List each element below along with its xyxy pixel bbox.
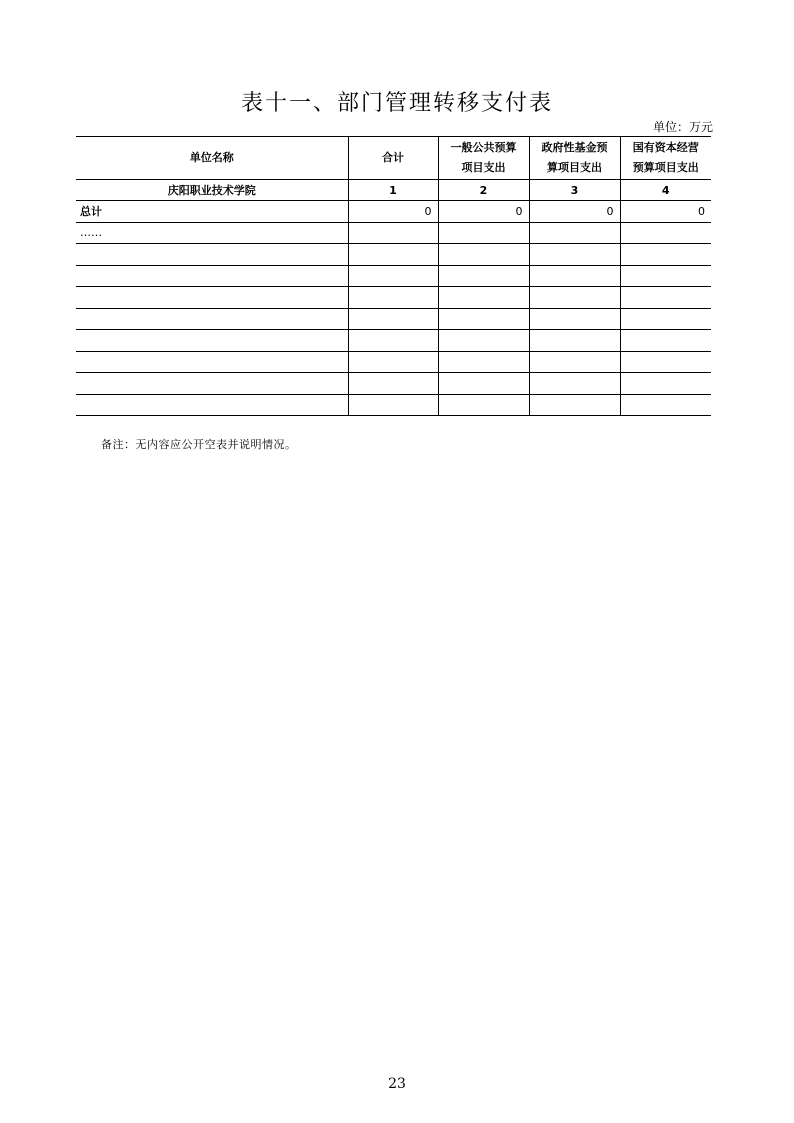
footnote: 备注：无内容应公开空表并说明情况。 xyxy=(101,438,297,451)
table-cell xyxy=(620,394,711,416)
unit-label: 单位：万元 xyxy=(652,120,713,134)
table-cell xyxy=(529,351,620,373)
table-cell xyxy=(76,287,348,309)
table-cell xyxy=(76,351,348,373)
table-cell xyxy=(620,330,711,352)
table-cell xyxy=(438,222,529,244)
page-number: 23 xyxy=(388,1076,406,1092)
table-cell xyxy=(76,330,348,352)
table-row xyxy=(76,394,711,416)
table-row xyxy=(76,308,711,330)
table-cell xyxy=(76,394,348,416)
table-cell: 0 xyxy=(348,201,438,223)
header-general-budget: 一般公共预算 项目支出 xyxy=(438,137,529,180)
table-cell: 总计 xyxy=(76,201,348,223)
table-cell xyxy=(438,330,529,352)
header-total: 合计 xyxy=(348,137,438,180)
table-row xyxy=(76,222,711,244)
table-cell xyxy=(348,351,438,373)
page-title: 表十一、部门管理转移支付表 xyxy=(240,91,553,116)
table-cell xyxy=(76,373,348,395)
index-cell: 4 xyxy=(620,180,711,201)
table-row xyxy=(76,244,711,266)
index-cell: 3 xyxy=(529,180,620,201)
table-cell xyxy=(620,222,711,244)
header-state-capital: 国有资本经营 预算项目支出 xyxy=(620,137,711,180)
table-cell xyxy=(620,308,711,330)
table-cell xyxy=(348,330,438,352)
index-cell: 2 xyxy=(438,180,529,201)
table-cell xyxy=(438,394,529,416)
table-row xyxy=(76,287,711,309)
table-header-row xyxy=(76,137,711,180)
index-cell: 庆阳职业技术学院 xyxy=(76,180,348,201)
header-government-fund: 政府性基金预 算项目支出 xyxy=(529,137,620,180)
table-cell xyxy=(76,265,348,287)
table-cell xyxy=(438,308,529,330)
table-index-row xyxy=(76,180,711,201)
table-cell xyxy=(529,373,620,395)
table-cell: 0 xyxy=(620,201,711,223)
table-cell xyxy=(620,244,711,266)
table-cell xyxy=(529,308,620,330)
table-cell: 0 xyxy=(438,201,529,223)
table-cell xyxy=(438,244,529,266)
table-cell xyxy=(76,244,348,266)
transfer-payment-table xyxy=(76,136,711,416)
table-cell xyxy=(348,265,438,287)
table-cell xyxy=(529,244,620,266)
table-row xyxy=(76,265,711,287)
table-row xyxy=(76,330,711,352)
table-cell xyxy=(348,244,438,266)
table-cell: 0 xyxy=(529,201,620,223)
table-cell xyxy=(438,287,529,309)
table-cell xyxy=(348,394,438,416)
table-cell xyxy=(348,308,438,330)
table-cell xyxy=(438,265,529,287)
index-cell: 1 xyxy=(348,180,438,201)
table-cell xyxy=(529,222,620,244)
table-cell xyxy=(529,287,620,309)
table-cell xyxy=(438,351,529,373)
table-cell xyxy=(620,265,711,287)
table-cell xyxy=(529,394,620,416)
table-cell xyxy=(348,222,438,244)
table-cell xyxy=(620,287,711,309)
table-cell xyxy=(438,373,529,395)
table-cell xyxy=(620,351,711,373)
header-unit-name: 单位名称 xyxy=(76,137,348,180)
table-cell xyxy=(529,265,620,287)
table-cell: …… xyxy=(76,222,348,244)
table-cell xyxy=(529,330,620,352)
table-cell xyxy=(76,308,348,330)
table-row xyxy=(76,373,711,395)
table-row xyxy=(76,351,711,373)
table-cell xyxy=(620,373,711,395)
table-cell xyxy=(348,287,438,309)
table-row xyxy=(76,201,711,223)
table-cell xyxy=(348,373,438,395)
